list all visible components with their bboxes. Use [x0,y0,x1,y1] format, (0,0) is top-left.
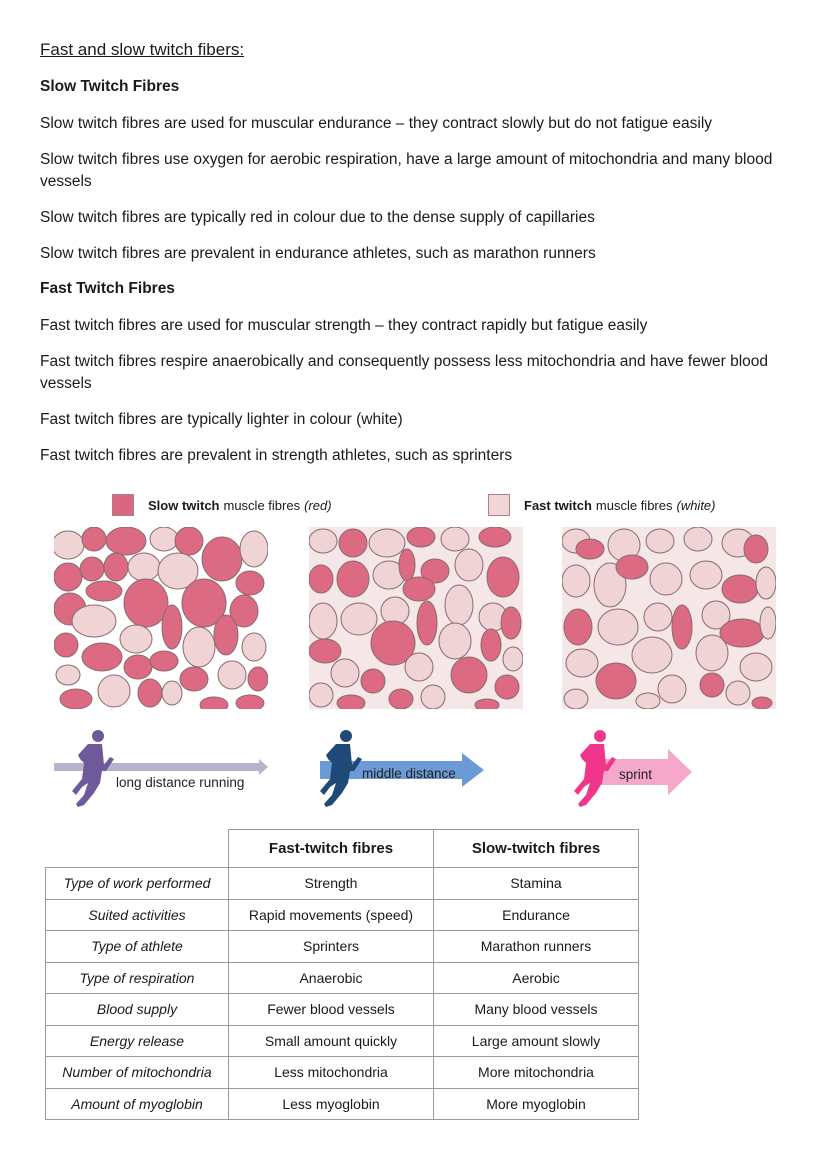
slow-para-4: Slow twitch fibres are prevalent in endurance athletes, such as marathon runners [40,245,596,262]
slow-cell: Endurance [434,899,639,931]
legend-fast-bold: Fast twitch [524,497,592,513]
muscle-fibre-cross-section-icon [309,527,523,709]
tissue-middle-distance [309,527,523,709]
row-label: Type of athlete [46,931,229,963]
slow-twitch-swatch [112,494,134,516]
row-label: Suited activities [46,899,229,931]
fast-para-4: Fast twitch fibres are prevalent in strength athletes, such as sprinters [40,447,513,464]
page-title: Fast and slow twitch fibers: [40,40,245,59]
fast-para-2: Fast twitch fibres respire anaerobically and consequently possess less mitochondria and have fewer blood vessels [40,353,769,392]
runner-middle-distance [318,725,488,815]
row-label: Amount of myoglobin [46,1088,229,1120]
fast-cell: Anaerobic [229,962,434,994]
comparison-table [45,829,639,1120]
slow-cell: Stamina [434,868,639,900]
slow-twitch-heading: Slow Twitch Fibres [40,78,180,95]
slow-para-3: Slow twitch fibres are typically red in colour due to the dense supply of capillaries [40,209,595,226]
legend-fast-twitch [488,494,716,516]
fast-para-3: Fast twitch fibres are typically lighter in colour (white) [40,411,403,428]
runner-sprint [574,725,698,815]
slow-cell: Large amount slowly [434,1025,639,1057]
row-label: Blood supply [46,994,229,1026]
fast-twitch-heading: Fast Twitch Fibres [40,280,175,297]
legend-fast-text: muscle fibres [595,497,673,513]
muscle-fibre-cross-section-icon [54,527,268,709]
slow-para-1: Slow twitch fibres are used for muscular endurance – they contract slowly but do not fatigue easily [40,115,713,132]
runner-long-distance [54,725,284,815]
label-middle-distance: middle distance [362,766,456,781]
fast-twitch-swatch [488,494,510,516]
table-row [46,931,639,963]
slow-para-2: Slow twitch fibres use oxygen for aerobic respiration, have a large amount of mitochondria and many blood vessels [40,151,773,190]
row-label: Number of mitochondria [46,1057,229,1089]
legend-slow-twitch [112,494,332,516]
fast-cell: Sprinters [229,931,434,963]
table-corner-cell [46,830,229,868]
label-long-distance: long distance running [116,775,245,790]
legend-slow-text: muscle fibres [223,497,301,513]
slow-cell: More mitochondria [434,1057,639,1089]
fast-cell: Less myoglobin [229,1088,434,1120]
slow-cell: Aerobic [434,962,639,994]
muscle-fibre-cross-section-icon [562,527,776,709]
tissue-long-distance [54,527,268,709]
header-slow-twitch: Slow-twitch fibres [434,830,639,868]
fast-cell: Fewer blood vessels [229,994,434,1026]
row-label: Type of work performed [46,868,229,900]
slow-cell: Marathon runners [434,931,639,963]
tissue-sprint [562,527,776,709]
slow-cell: Many blood vessels [434,994,639,1026]
legend-slow-italic: (red) [304,497,332,513]
row-label: Energy release [46,1025,229,1057]
table-header-row [46,830,639,868]
fast-cell: Small amount quickly [229,1025,434,1057]
legend-fast-italic: (white) [676,497,716,513]
table-row [46,1088,639,1120]
legend-slow-bold: Slow twitch [148,497,220,513]
header-fast-twitch: Fast-twitch fibres [229,830,434,868]
table-row [46,1057,639,1089]
row-label: Type of respiration [46,962,229,994]
table-row [46,899,639,931]
table-row [46,962,639,994]
table-row [46,1025,639,1057]
table-row [46,994,639,1026]
slow-cell: More myoglobin [434,1088,639,1120]
fast-para-1: Fast twitch fibres are used for muscular strength – they contract rapidly but fatigue easily [40,317,648,334]
fast-cell: Strength [229,868,434,900]
fast-cell: Rapid movements (speed) [229,899,434,931]
table-row [46,868,639,900]
fast-cell: Less mitochondria [229,1057,434,1089]
label-sprint: sprint [619,767,653,782]
